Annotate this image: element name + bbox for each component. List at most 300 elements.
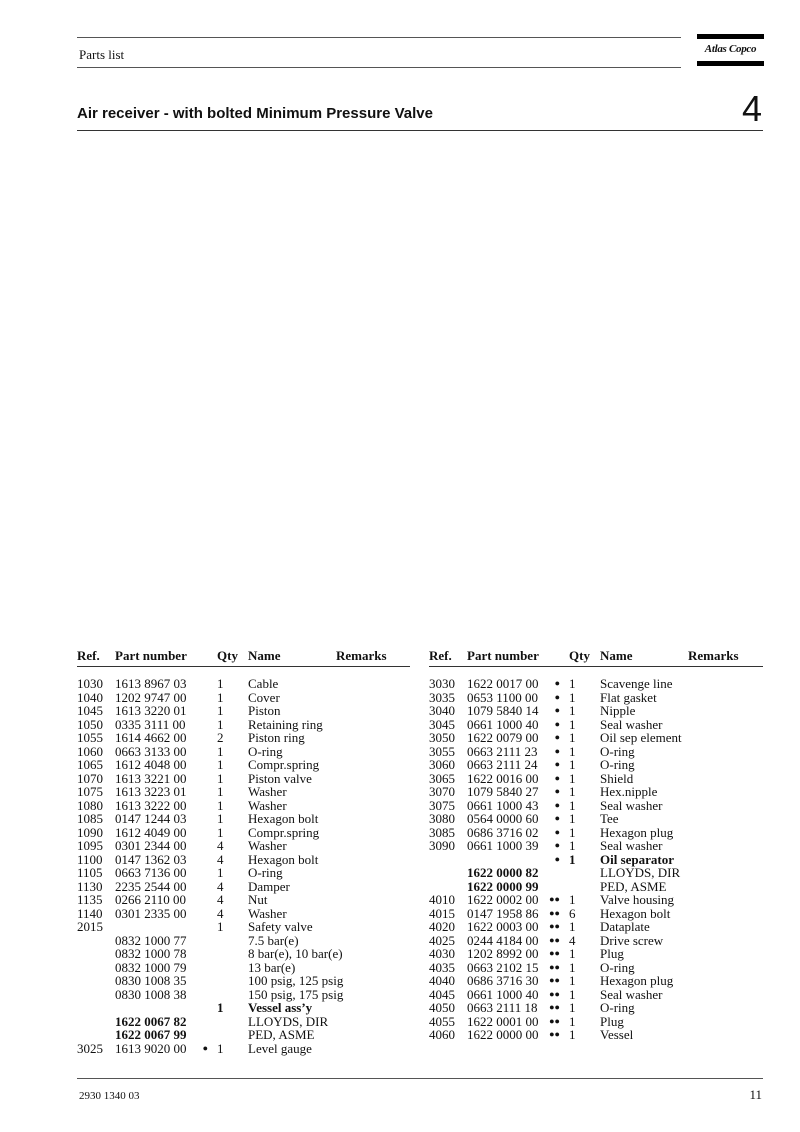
name-cell: Oil separator	[600, 851, 675, 867]
part-number-cell: 0335 3111 00	[115, 716, 186, 732]
qty-cell: 1	[569, 676, 576, 691]
qty-cell: 1	[569, 784, 576, 799]
ref-cell: 3060	[429, 757, 455, 772]
part-number-cell: 1622 0067 82	[115, 1013, 187, 1029]
ref-cell: 3075	[429, 797, 455, 813]
part-number-cell: 0663 2102 15	[467, 959, 539, 975]
table-row	[429, 1028, 763, 1042]
part-number-cell: 1622 0001 00	[467, 1013, 539, 1029]
part-number-cell: 1613 3222 00	[115, 797, 187, 813]
part-number-cell: 0147 1362 03	[115, 851, 187, 867]
ref-cell: 3030	[429, 676, 455, 691]
header-remarks: Remarks	[336, 648, 387, 663]
qty-cell: 1	[217, 770, 224, 786]
part-number-cell: 0832 1000 77	[115, 932, 187, 948]
name-cell: Valve housing	[600, 892, 675, 907]
table-row	[429, 961, 763, 975]
name-cell: 100 psig, 125 psig	[248, 973, 344, 988]
service-kit-marker: ●●	[549, 907, 560, 918]
table-header	[429, 648, 763, 667]
name-cell: Seal washer	[600, 716, 663, 732]
table-header	[77, 648, 410, 667]
part-number-cell: 1622 0079 00	[467, 730, 539, 745]
table-row	[429, 745, 763, 759]
part-number-cell: 0244 4184 00	[467, 932, 539, 948]
ref-cell: 4015	[429, 905, 455, 921]
name-cell: Hexagon bolt	[600, 905, 671, 921]
part-number-cell: 1612 4048 00	[115, 757, 187, 772]
table-row	[77, 988, 410, 1002]
name-cell: O-ring	[248, 865, 283, 880]
name-cell: Dataplate	[600, 919, 650, 934]
name-cell: Piston ring	[248, 730, 305, 745]
part-number-cell: 1202 8992 00	[467, 946, 539, 961]
table-row	[77, 799, 410, 813]
table-row	[429, 1001, 763, 1015]
name-cell: Damper	[248, 878, 290, 894]
ref-cell: 3025	[77, 1040, 103, 1056]
part-number-cell: 1622 0000 99	[467, 878, 539, 894]
qty-cell: 1	[217, 676, 224, 691]
name-cell: Hexagon plug	[600, 824, 674, 840]
table-row	[77, 961, 410, 975]
service-kit-marker: ●	[202, 1042, 208, 1053]
header-name: Name	[248, 648, 281, 663]
part-number-cell: 0147 1958 86	[467, 905, 539, 921]
name-cell: Plug	[600, 1013, 624, 1029]
qty-cell: 1	[217, 865, 224, 880]
service-kit-marker: ●●	[549, 961, 560, 972]
service-kit-marker: ●●	[549, 1002, 560, 1012]
ref-cell: 4045	[429, 986, 455, 1002]
qty-cell: 1	[217, 689, 224, 705]
table-row	[77, 947, 410, 961]
ref-cell: 3055	[429, 743, 455, 759]
table-row	[429, 907, 763, 921]
qty-cell: 1	[569, 1000, 576, 1015]
header-subrule	[77, 67, 681, 68]
part-number-cell: 0661 1000 40	[467, 716, 539, 732]
table-row	[77, 866, 410, 880]
qty-cell: 1	[217, 1040, 224, 1056]
qty-cell: 1	[569, 730, 576, 745]
qty-cell: 1	[217, 743, 224, 759]
name-cell: Plug	[600, 946, 624, 961]
qty-cell: 6	[569, 905, 576, 921]
qty-cell: 1	[217, 703, 224, 718]
ref-cell: 4030	[429, 946, 455, 961]
name-cell: Washer	[248, 905, 287, 921]
ref-cell: 1140	[77, 905, 103, 921]
header-qty: Qty	[217, 648, 238, 663]
table-row	[429, 853, 763, 867]
table-row	[77, 907, 410, 921]
ref-cell: 4010	[429, 892, 455, 907]
table-row	[77, 853, 410, 867]
name-cell: 7.5 bar(e)	[248, 932, 299, 948]
ref-cell: 1130	[77, 878, 103, 894]
qty-cell: 1	[569, 797, 576, 813]
service-kit-marker: ●●	[549, 975, 560, 985]
logo-bar-bottom	[697, 61, 764, 66]
name-cell: Oil sep element	[600, 730, 682, 745]
table-row	[77, 691, 410, 705]
name-cell: Hex.nipple	[600, 784, 658, 799]
service-kit-marker: ●●	[549, 894, 560, 904]
part-number-cell: 1613 3223 01	[115, 784, 187, 799]
ref-cell: 1075	[77, 784, 103, 799]
table-rows	[77, 677, 410, 1055]
service-kit-marker: ●●	[549, 988, 560, 999]
name-cell: O-ring	[600, 1000, 635, 1015]
table-row	[77, 772, 410, 786]
table-row	[77, 1015, 410, 1029]
table-row	[429, 826, 763, 840]
name-cell: Scavenge line	[600, 676, 673, 691]
qty-cell: 1	[217, 824, 224, 840]
part-number-cell: 0147 1244 03	[115, 811, 187, 826]
part-number-cell: 1622 0016 00	[467, 770, 539, 786]
header-ref: Ref.	[77, 648, 100, 663]
part-number-cell: 1622 0017 00	[467, 676, 539, 691]
table-row	[77, 826, 410, 840]
qty-cell: 1	[569, 757, 576, 772]
qty-cell: 1	[569, 824, 576, 840]
qty-cell: 4	[217, 878, 224, 894]
table-row	[429, 839, 763, 853]
service-kit-marker: ●	[554, 840, 560, 850]
ref-cell: 4055	[429, 1013, 455, 1029]
service-kit-marker: ●●	[549, 921, 560, 931]
name-cell: Piston	[248, 703, 281, 718]
ref-cell: 4035	[429, 959, 455, 975]
table-row	[77, 934, 410, 948]
name-cell: Level gauge	[248, 1040, 312, 1056]
name-cell: Washer	[248, 797, 287, 813]
qty-cell: 4	[569, 932, 576, 948]
name-cell: O-ring	[600, 757, 635, 772]
ref-cell: 3090	[429, 838, 455, 853]
part-number-cell: 1622 0000 00	[467, 1027, 539, 1042]
qty-cell: 1	[217, 797, 224, 813]
table-row	[77, 893, 410, 907]
service-kit-marker: ●●	[549, 948, 560, 958]
ref-cell: 1085	[77, 811, 103, 826]
name-cell: Cable	[248, 676, 279, 691]
part-number-cell: 0661 1000 40	[467, 986, 539, 1002]
qty-cell: 1	[217, 919, 224, 934]
service-kit-marker: ●	[554, 813, 560, 823]
table-row	[77, 1001, 410, 1015]
part-number-cell: 0686 3716 02	[467, 824, 539, 840]
qty-cell: 1	[569, 986, 576, 1002]
qty-cell: 1	[569, 689, 576, 705]
table-row	[77, 785, 410, 799]
qty-cell: 1	[569, 1027, 576, 1042]
name-cell: Piston valve	[248, 770, 312, 786]
parts-table-right	[429, 648, 763, 1042]
part-number-cell: 0830 1008 38	[115, 986, 187, 1002]
name-cell: 150 psig, 175 psig	[248, 986, 344, 1002]
part-number-cell: 0661 1000 39	[467, 838, 539, 853]
ref-cell: 1095	[77, 838, 103, 853]
name-cell: PED, ASME	[248, 1027, 315, 1042]
part-number-cell: 0686 3716 30	[467, 973, 539, 988]
parts-list-label: Parts list	[79, 47, 125, 62]
header-rule	[77, 37, 681, 38]
name-cell: Vessel ass’y	[248, 1000, 313, 1015]
footer-rule	[77, 1078, 763, 1079]
qty-cell: 1	[569, 959, 576, 975]
part-number-cell: 0653 1100 00	[467, 689, 539, 705]
qty-cell: 1	[569, 1013, 576, 1029]
ref-cell: 1030	[77, 676, 103, 691]
ref-cell: 1040	[77, 689, 103, 705]
name-cell: O-ring	[248, 743, 283, 759]
table-row	[429, 718, 763, 732]
ref-cell: 4025	[429, 932, 455, 948]
name-cell: Seal washer	[600, 838, 663, 853]
table-row	[429, 772, 763, 786]
part-number-cell: 0663 2111 24	[467, 757, 538, 772]
service-kit-marker: ●●	[549, 934, 560, 945]
ref-cell: 1105	[77, 865, 103, 880]
part-number-cell: 0661 1000 43	[467, 797, 539, 813]
logo-text: Atlas Copco	[704, 43, 757, 55]
name-cell: Safety valve	[248, 919, 313, 934]
name-cell: LLOYDS, DIR	[248, 1013, 329, 1029]
ref-cell: 2015	[77, 919, 103, 934]
name-cell: O-ring	[600, 743, 635, 759]
name-cell: Flat gasket	[600, 689, 657, 705]
ref-cell: 3035	[429, 689, 455, 705]
part-number-cell: 0663 3133 00	[115, 743, 187, 759]
table-row	[77, 677, 410, 691]
page-title: Air receiver - with bolted Minimum Pressure Valve	[77, 105, 433, 122]
ref-cell: 4020	[429, 919, 455, 934]
table-row	[77, 731, 410, 745]
ref-cell: 3080	[429, 811, 455, 826]
qty-cell: 1	[569, 743, 576, 759]
qty-cell: 4	[217, 892, 224, 907]
part-number-cell: 0663 2111 23	[467, 743, 538, 759]
service-kit-marker: ●	[554, 678, 560, 688]
qty-cell: 1	[217, 811, 224, 826]
header-ref: Ref.	[429, 648, 452, 663]
part-number-cell: 1622 0003 00	[467, 919, 539, 934]
table-row	[77, 758, 410, 772]
header-part-number: Part number	[115, 648, 187, 663]
name-cell: Tee	[600, 811, 619, 826]
part-number-cell: 0832 1000 79	[115, 959, 187, 975]
table-row	[429, 893, 763, 907]
document-number: 2930 1340 03	[79, 1090, 140, 1102]
qty-cell: 1	[569, 946, 576, 961]
part-number-cell: 0832 1000 78	[115, 946, 187, 961]
name-cell: Shield	[600, 770, 634, 786]
part-number-cell: 1079 5840 27	[467, 784, 539, 799]
ref-cell: 1070	[77, 770, 103, 786]
part-number-cell: 0301 2344 00	[115, 838, 187, 853]
service-kit-marker: ●●	[549, 1029, 560, 1039]
table-row	[429, 974, 763, 988]
table-row	[429, 704, 763, 718]
name-cell: Hexagon bolt	[248, 851, 319, 867]
table-row	[429, 866, 763, 880]
ref-cell: 1050	[77, 716, 103, 732]
table-row	[77, 880, 410, 894]
part-number-cell: 0663 2111 18	[467, 1000, 538, 1015]
part-number-cell: 1613 9020 00	[115, 1040, 187, 1056]
table-row	[429, 880, 763, 894]
name-cell: Nipple	[600, 703, 636, 718]
service-kit-marker: ●	[554, 745, 560, 756]
table-row	[429, 988, 763, 1002]
ref-cell: 1080	[77, 797, 103, 813]
ref-cell: 3045	[429, 716, 455, 732]
table-row	[77, 1028, 410, 1042]
part-number-cell: 0266 2110 00	[115, 892, 187, 907]
ref-cell: 3040	[429, 703, 455, 718]
table-row	[77, 920, 410, 934]
service-kit-marker: ●	[554, 732, 560, 742]
header-remarks: Remarks	[688, 648, 739, 663]
qty-cell: 4	[217, 851, 224, 867]
service-kit-marker: ●	[554, 772, 560, 783]
part-number-cell: 1202 9747 00	[115, 689, 187, 705]
service-kit-marker: ●	[554, 691, 560, 702]
name-cell: Compr.spring	[248, 757, 320, 772]
qty-cell: 1	[569, 973, 576, 988]
brand-logo	[697, 34, 764, 66]
part-number-cell: 1613 3220 01	[115, 703, 187, 718]
qty-cell: 1	[217, 757, 224, 772]
table-row	[429, 758, 763, 772]
table-row	[429, 731, 763, 745]
service-kit-marker: ●	[554, 826, 560, 837]
name-cell: PED, ASME	[600, 878, 667, 894]
name-cell: Compr.spring	[248, 824, 320, 840]
header-part-number: Part number	[467, 648, 539, 663]
part-number-cell: 1613 8967 03	[115, 676, 187, 691]
section-number: 4	[741, 88, 762, 129]
service-kit-marker: ●	[554, 853, 560, 864]
table-row	[77, 812, 410, 826]
name-cell: Hexagon bolt	[248, 811, 319, 826]
table-row	[429, 1015, 763, 1029]
service-kit-marker: ●	[554, 718, 560, 729]
table-row	[77, 839, 410, 853]
ref-cell: 3050	[429, 730, 455, 745]
part-number-cell: 0663 7136 00	[115, 865, 187, 880]
qty-cell: 4	[217, 905, 224, 921]
part-number-cell: 1613 3221 00	[115, 770, 187, 786]
title-rule	[77, 130, 763, 131]
part-number-cell: 2235 2544 00	[115, 878, 187, 894]
name-cell: Hexagon plug	[600, 973, 674, 988]
part-number-cell: 1079 5840 14	[467, 703, 539, 718]
qty-cell: 1	[569, 892, 576, 907]
name-cell: Drive screw	[600, 932, 664, 948]
table-row	[429, 934, 763, 948]
qty-cell: 4	[217, 838, 224, 853]
ref-cell: 3065	[429, 770, 455, 786]
table-row	[77, 718, 410, 732]
name-cell: Vessel	[600, 1027, 634, 1042]
header-qty: Qty	[569, 648, 590, 663]
name-cell: Washer	[248, 838, 287, 853]
part-number-cell: 1622 0000 82	[467, 865, 539, 880]
name-cell: O-ring	[600, 959, 635, 975]
ref-cell: 4060	[429, 1027, 455, 1042]
ref-cell: 4040	[429, 973, 455, 988]
table-row	[429, 677, 763, 691]
ref-cell: 1055	[77, 730, 103, 745]
part-number-cell: 1622 0002 00	[467, 892, 539, 907]
qty-cell: 1	[217, 784, 224, 799]
parts-table-left	[77, 648, 410, 1055]
name-cell: Cover	[248, 689, 280, 705]
part-number-cell: 0564 0000 60	[467, 811, 539, 826]
qty-cell: 1	[569, 770, 576, 786]
table-rows	[429, 677, 763, 1042]
service-kit-marker: ●●	[549, 1015, 560, 1026]
name-cell: Washer	[248, 784, 287, 799]
qty-cell: 2	[217, 730, 224, 745]
ref-cell: 1060	[77, 743, 103, 759]
page-number: 11	[749, 1087, 762, 1102]
qty-cell: 1	[569, 919, 576, 934]
qty-cell: 1	[217, 716, 224, 732]
ref-cell: 1135	[77, 892, 103, 907]
part-number-cell: 1614 4662 00	[115, 730, 187, 745]
name-cell: 13 bar(e)	[248, 959, 296, 975]
service-kit-marker: ●	[554, 799, 560, 810]
table-row	[77, 704, 410, 718]
qty-cell: 1	[569, 811, 576, 826]
name-cell: Nut	[248, 892, 268, 907]
ref-cell: 4050	[429, 1000, 455, 1015]
part-number-cell: 1612 4049 00	[115, 824, 187, 840]
service-kit-marker: ●	[554, 786, 560, 796]
qty-cell: 1	[569, 851, 576, 867]
table-row	[429, 920, 763, 934]
ref-cell: 3085	[429, 824, 455, 840]
table-row	[77, 1042, 410, 1056]
ref-cell: 1065	[77, 757, 103, 772]
service-kit-marker: ●	[554, 759, 560, 769]
part-number-cell: 1622 0067 99	[115, 1027, 187, 1042]
ref-cell: 1090	[77, 824, 103, 840]
ref-cell: 3070	[429, 784, 455, 799]
part-number-cell: 0301 2335 00	[115, 905, 187, 921]
table-row	[429, 947, 763, 961]
logo-bar-top	[697, 34, 764, 39]
name-cell: 8 bar(e), 10 bar(e)	[248, 946, 343, 961]
qty-cell: 1	[569, 716, 576, 732]
qty-cell: 1	[569, 703, 576, 718]
ref-cell: 1100	[77, 851, 103, 867]
table-row	[429, 691, 763, 705]
name-cell: Seal washer	[600, 797, 663, 813]
table-row	[77, 974, 410, 988]
table-row	[429, 785, 763, 799]
part-number-cell: 0830 1008 35	[115, 973, 187, 988]
qty-cell: 1	[217, 1000, 224, 1015]
qty-cell: 1	[569, 838, 576, 853]
service-kit-marker: ●	[554, 705, 560, 715]
ref-cell: 1045	[77, 703, 103, 718]
